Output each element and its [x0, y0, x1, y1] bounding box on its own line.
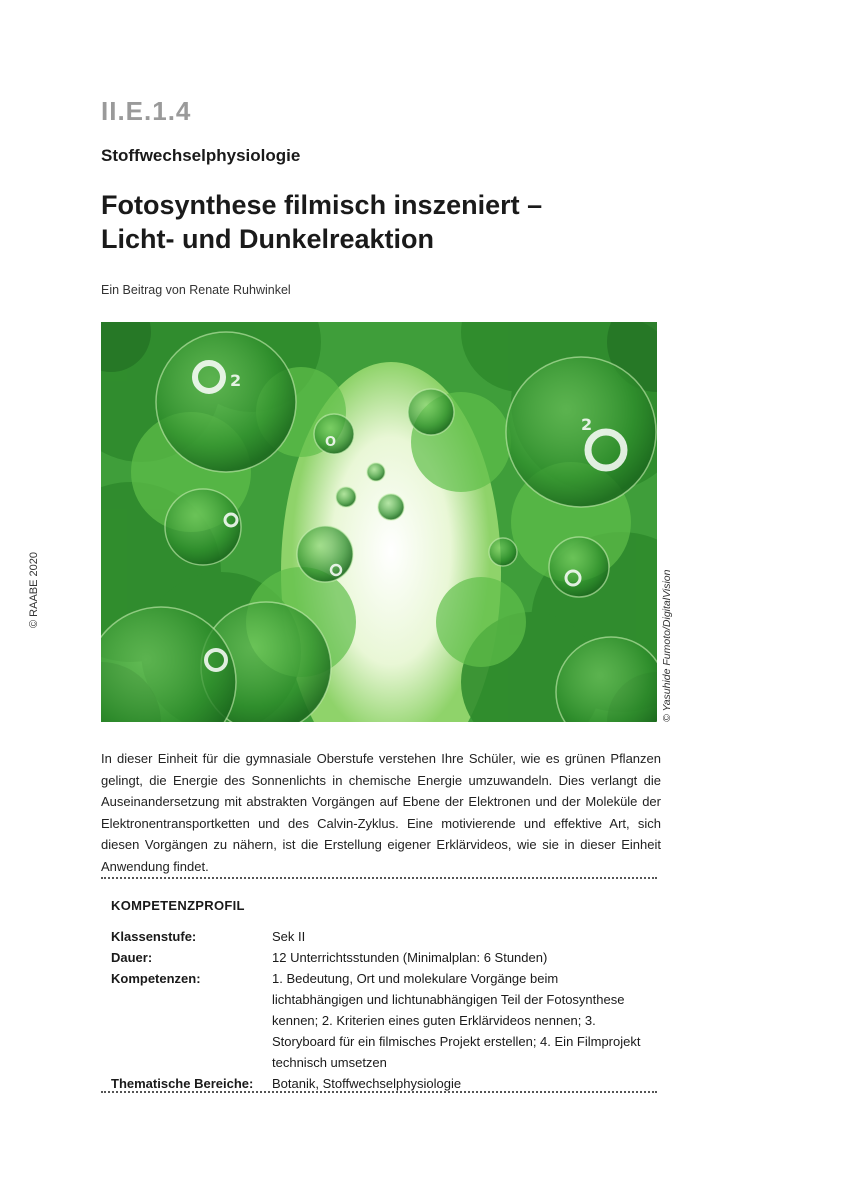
competence-profile-table [111, 926, 651, 1094]
profile-heading: KOMPETENZPROFIL [111, 898, 245, 913]
row-label: Thematische Bereiche: [111, 1076, 254, 1091]
page-title [101, 188, 701, 256]
intro-paragraph: In dieser Einheit für die gymnasiale Oberstufe verstehen Ihre Schüler, wie es grünen Pflanzen gelingt, die Energie des Sonnenlichts in chemische Energie umzuwandeln. Dies verlangt die Auseinandersetzung mit abstrakten Vorgängen auf Ebene der Elektronen und der Moleküle der Elektronentransportketten und des Calvin-Zyklus. Eine motivierende und effektive Art, sich diesen Vorgängen zu nähern, ist die Erstellung eigener Erklärvideos, wie sie in dieser Einheit Anwendung findet. [101, 751, 661, 874]
o2-subscript-label: 2 [230, 371, 242, 390]
row-label: Dauer: [111, 950, 153, 965]
row-value: Botanik, Stoffwechselphysiologie [272, 1076, 462, 1091]
row-value: 12 Unterrichtsstunden (Minimalplan: 6 Stunden) [272, 950, 548, 965]
profile-row [111, 968, 651, 1073]
photo-credit: © Yasuhide Fumoto/DigitalVision [661, 569, 673, 722]
row-value: 1. Bedeutung, Ort und molekulare Vorgänge beim lichtabhängigen und lichtunabhängigen Teil der Fotosynthese kennen; 2. Kriterien eines guten Erklärvideos nennen; 3. Storyboard für ein filmisches Projekt erstellen; 4. Ein Filmprojekt technisch umsetzen [272, 971, 641, 1070]
foliage-bubbles-illustration [101, 322, 657, 722]
o-label: O [325, 435, 337, 450]
row-value: Sek II [272, 929, 306, 944]
cover-image [101, 322, 657, 722]
author-line: Ein Beitrag von Renate Ruhwinkel [101, 283, 291, 297]
copyright-note: © RAABE 2020 [28, 552, 40, 628]
dotted-divider-top [101, 877, 657, 879]
title-line-2: Licht- und Dunkelreaktion [101, 224, 435, 254]
dotted-divider-bottom [101, 1091, 657, 1093]
profile-row [111, 947, 651, 968]
o2-subscript-label: 2 [581, 415, 593, 434]
profile-row [111, 926, 651, 947]
unit-code: II.E.1.4 [101, 96, 192, 126]
section-title: Stoffwechselphysiologie [101, 146, 301, 165]
title-line-1: Fotosynthese filmisch inszeniert – [101, 190, 543, 220]
row-label: Klassenstufe: [111, 929, 197, 944]
row-label: Kompetenzen: [111, 971, 201, 986]
